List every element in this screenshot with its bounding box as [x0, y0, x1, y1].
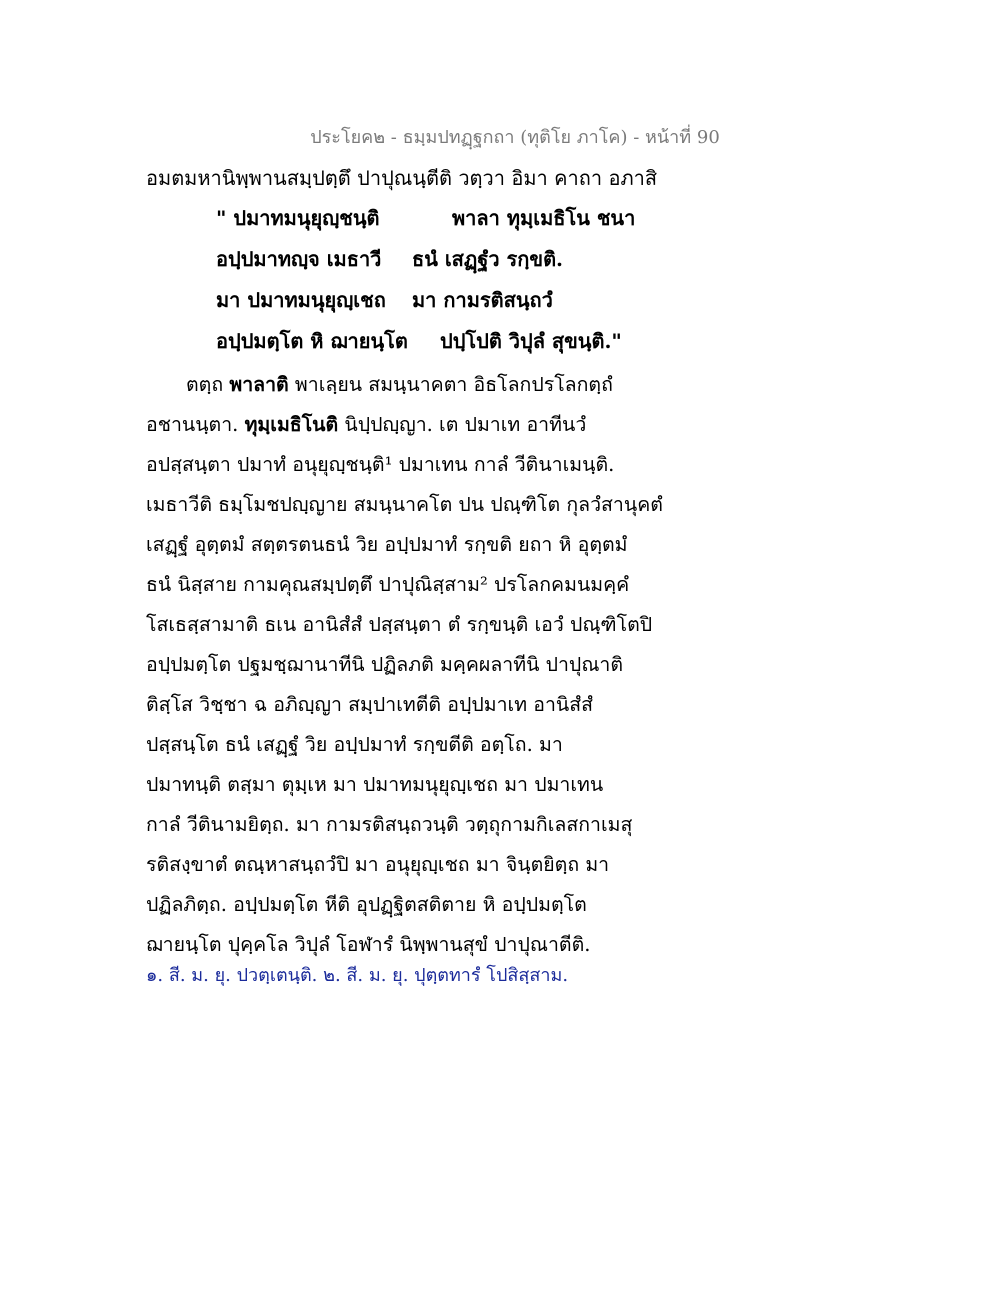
commentary-line: เมธาวีติ ธมฺโมชปญฺญาย สมนฺนาคโต ปน ปณฺฑิโต กุลวํสานุคตํ	[146, 493, 663, 516]
verse-line	[216, 202, 636, 234]
commentary-line: ปมาทนฺติ ตสฺมา ตุมฺเห มา ปมาทมนุยุญฺเชถ มา ปมาเทน	[146, 773, 604, 796]
commentary-text: ตตฺถ	[186, 373, 230, 396]
commentary-line: อปฺปมตฺโต ปฐมชฺฌานาทีนิ ปฏิลภติ มคฺคผลาทีนิ ปาปุณาติ	[146, 653, 624, 676]
verse-line-second-half: ธนํ เสฏฺฐํว รกฺขติ.	[412, 247, 564, 271]
verse-line	[216, 243, 564, 275]
verse-line	[216, 284, 553, 316]
verse-line-first-half: อปฺปมตฺโต หิ ฌายนฺโต	[216, 329, 408, 353]
commentary-text: พาเลฺยน สมนฺนาคตา อิธโลกปรโลกตฺถํ	[288, 373, 613, 396]
commentary-text: นิปฺปญฺญา. เต ปมาเท อาทีนวํ	[338, 413, 587, 436]
verse-line-first-half: อปฺปมาทญฺจ เมธาวี	[216, 247, 382, 271]
verse-line-second-half: พาลา ทุมฺเมธิโน ชนา	[452, 206, 636, 230]
verse-line-second-half: มา กามรติสนฺถวํ	[412, 288, 553, 312]
verse-line-second-half: ปปฺโปติ วิปุลํ สุขนฺติ."	[440, 329, 622, 353]
verse-line-first-half: มา ปมาทมนุยุญฺเชถ	[216, 288, 386, 312]
commentary-line: กาลํ วีตินามยิตฺถ. มา กามรติสนฺถวนฺติ วตฺถุกามกิเลสกาเมสุ	[146, 813, 633, 836]
verse-line	[216, 325, 622, 357]
headword: พาลาติ	[229, 373, 289, 396]
footnote: ๑. สี. ม. ยุ. ปวตฺเตนฺติ. ๒. สี. ม. ยุ. ปุตฺตทารํ โปสิสฺสาม.	[146, 965, 569, 986]
verse-line-first-half: " ปมาทมนุยุญฺชนฺติ	[216, 206, 380, 230]
headword: ทุมฺเมธิโนติ	[244, 413, 339, 436]
commentary-line: ติสฺโส วิชฺชา ฉ อภิญฺญา สมฺปาเทตีติ อปฺปมาเท อานิสํสํ	[146, 693, 594, 716]
commentary-line: โสเธสฺสามาติ ธเน อานิสํสํ ปสฺสนฺตา ตํ รกฺขนฺติ เอวํ ปณฺฑิโตปิ	[146, 613, 653, 636]
commentary-line: รติสงฺขาตํ ตณฺหาสนฺถวํปิ มา อนุยุญฺเชถ มา จินฺตยิตฺถ มา	[146, 853, 610, 876]
commentary-text: อชานนฺตา.	[146, 413, 245, 436]
commentary-line: อปสฺสนฺตา ปมาทํ อนุยุญฺชนฺติ¹ ปมาเทน กาลํ วีตินาเมนฺติ.	[146, 453, 615, 476]
commentary-line	[146, 405, 676, 445]
page-header: ประโยค๒ - ธมฺมปทฏฺฐกถา (ทุติโย ภาโค) - หน้าที่ 90	[310, 127, 720, 148]
commentary-line: ธนํ นิสฺสาย กามคุณสมฺปตฺตึ ปาปุณิสฺสาม² ปรโลกคมนมคฺคํ	[146, 573, 630, 596]
commentary-paragraph	[146, 365, 676, 965]
commentary-line: เสฏฺฐํ อุตฺตมํ สตฺตรตนธนํ วิย อปฺปมาทํ รกฺขติ ยถา หิ อุตฺตมํ	[146, 533, 628, 556]
intro-line: อมตมหานิพฺพานสมฺปตฺตึ ปาปุณนฺตีติ วตฺวา อิมา คาถา อภาสิ	[146, 166, 658, 190]
commentary-line: ฌายนฺโต ปุคฺคโล วิปุลํ โอฬารํ นิพฺพานสุขํ ปาปุณาตีติ.	[146, 933, 591, 956]
commentary-line: ปฏิลภิตฺถ. อปฺปมตฺโต หีติ อุปฏฺฐิตสติตาย หิ อปฺปมตฺโต	[146, 893, 587, 916]
commentary-line	[146, 365, 676, 405]
commentary-line: ปสฺสนฺโต ธนํ เสฏฺฐํ วิย อปฺปมาทํ รกฺขตีติ อตฺโถ. มา	[146, 733, 563, 756]
